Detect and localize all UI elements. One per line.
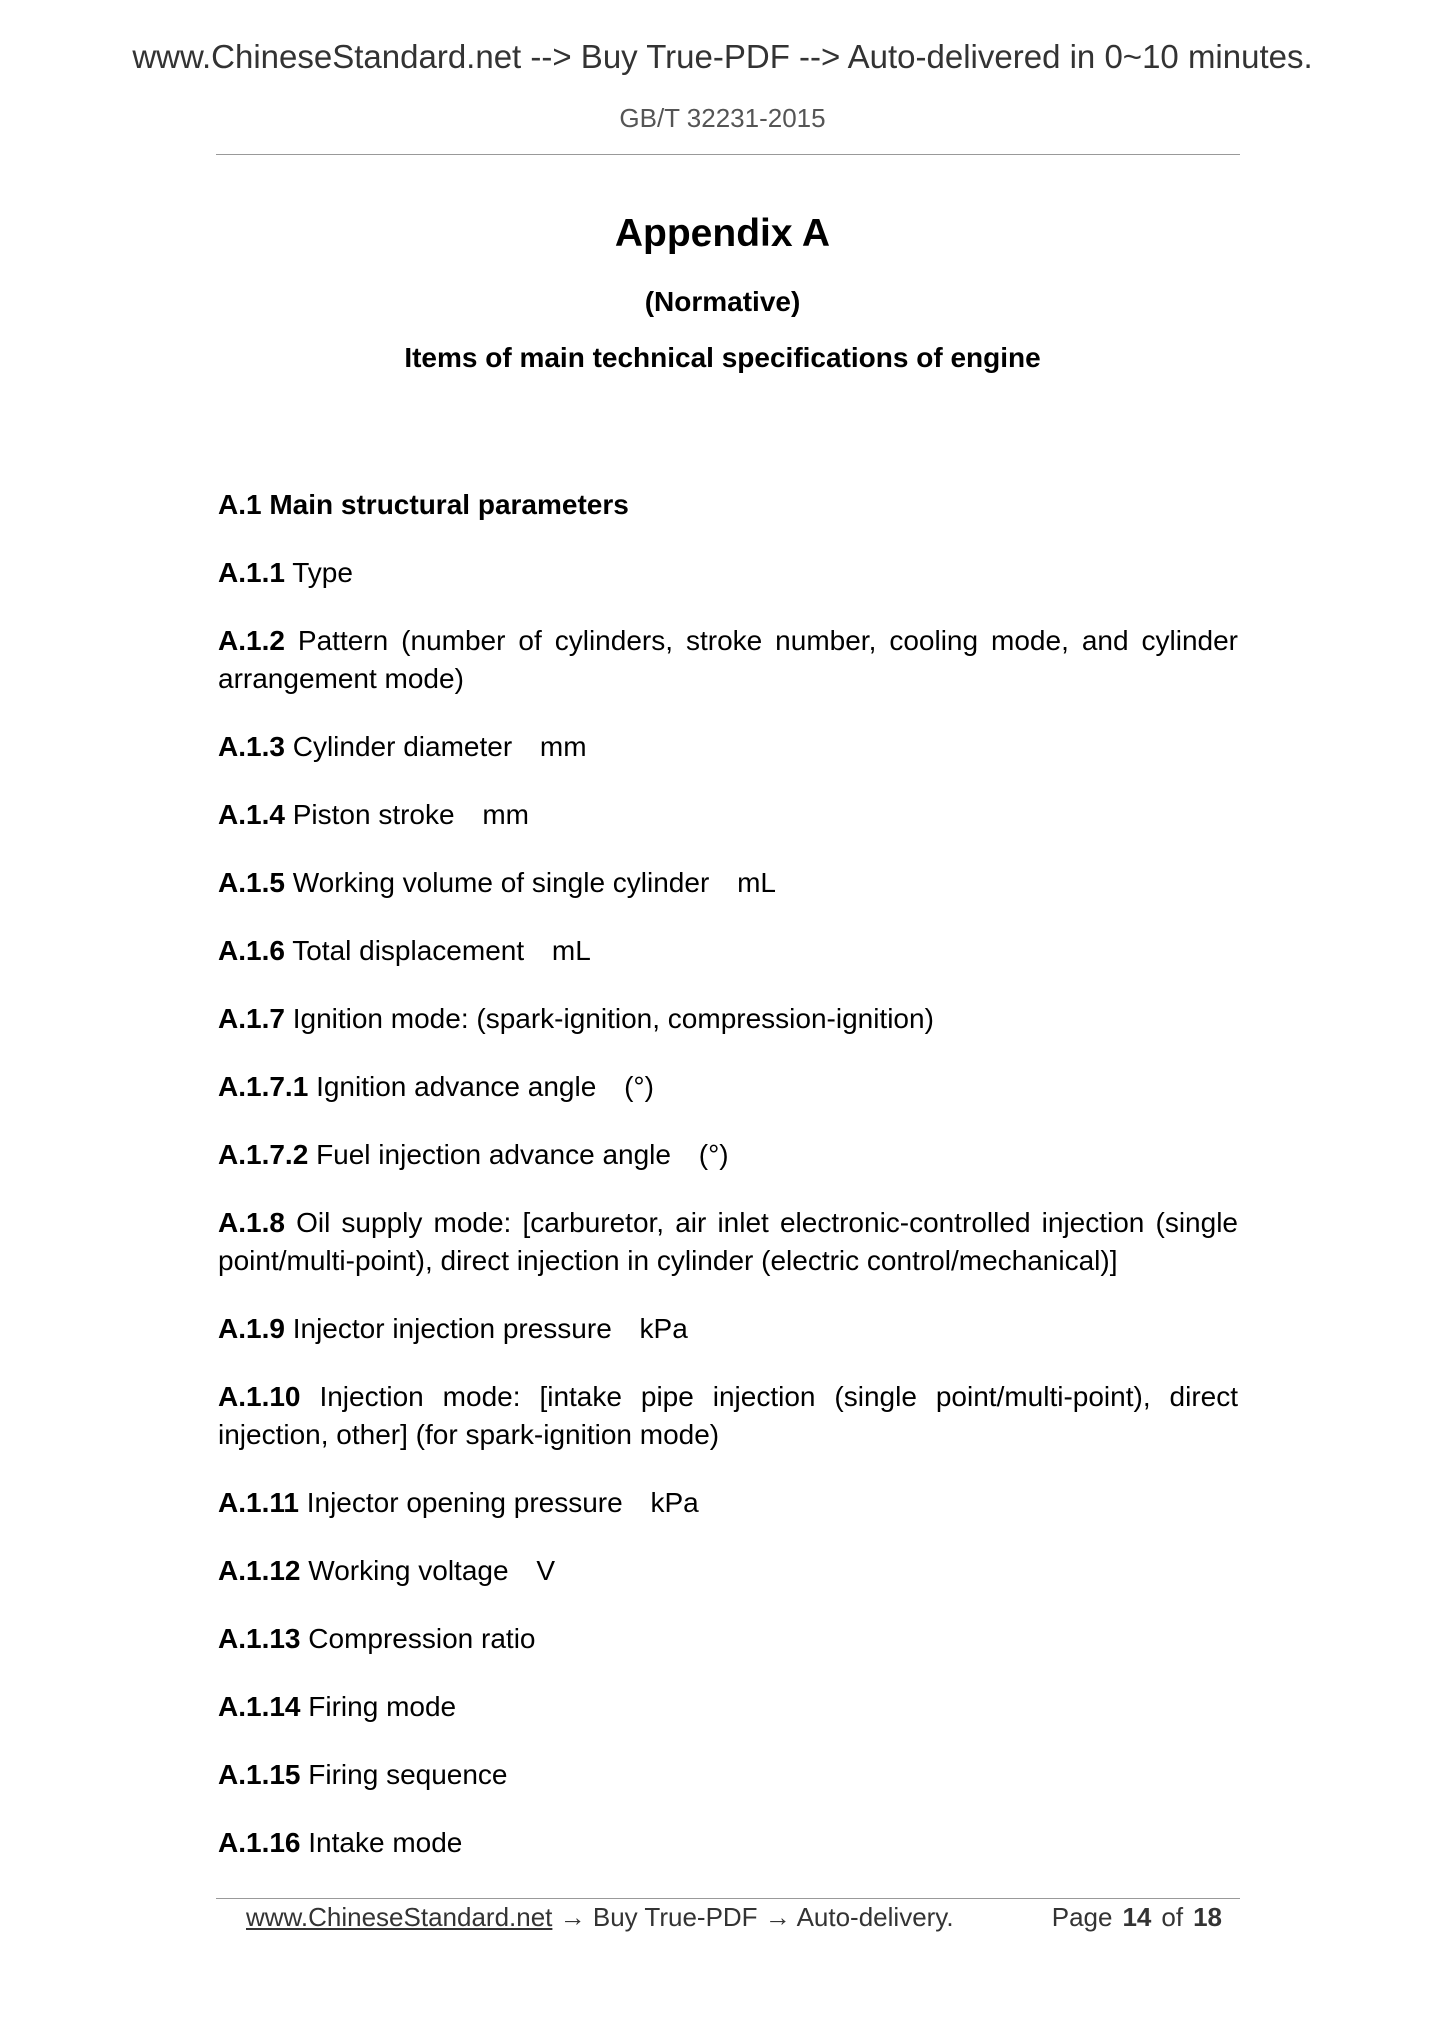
appendix-kind: (Normative): [644, 286, 801, 317]
item-number: A.1.9: [218, 1313, 285, 1344]
item-text: Fuel injection advance angle: [316, 1139, 671, 1170]
item-number: A.1.2: [218, 625, 285, 656]
spec-item: [218, 1000, 1238, 1038]
item-number: A.1.4: [218, 799, 285, 830]
spec-item: [218, 1484, 1238, 1522]
item-unit: mL: [737, 867, 776, 898]
item-text: Total displacement: [292, 935, 525, 966]
spec-item: [218, 1378, 1238, 1454]
spec-item: [218, 1756, 1238, 1794]
spec-item: [218, 796, 1238, 834]
item-number: A.1.5: [218, 867, 285, 898]
page-number: [1052, 1902, 1232, 1933]
page-current: 14: [1122, 1902, 1152, 1932]
item-number: A.1.11: [218, 1487, 299, 1518]
page-total: 18: [1193, 1902, 1222, 1932]
item-text: Pattern (number of cylinders, stroke number, cooling mode, and cylinder arrangement mode): [218, 625, 1238, 694]
section-heading: A.1 Main structural parameters: [218, 489, 629, 520]
spec-item: [218, 1688, 1238, 1726]
item-text: Injection mode: [intake pipe injection (single point/multi-point), direct injection, other] (for spark-ignition mode): [218, 1381, 1239, 1450]
item-text: Compression ratio: [308, 1623, 536, 1654]
item-unit: mL: [551, 935, 591, 966]
spec-item: [218, 622, 1238, 698]
footer-website-link[interactable]: www.ChineseStandard.net: [246, 1902, 553, 1932]
page-footer: [246, 1902, 1232, 1938]
item-text: Cylinder diameter: [292, 731, 513, 762]
item-unit: mm: [539, 731, 587, 762]
item-unit: kPa: [650, 1487, 699, 1518]
item-unit: (°): [698, 1139, 729, 1170]
item-text: Working voltage: [308, 1555, 509, 1586]
item-unit: (°): [624, 1071, 654, 1102]
item-text: Firing mode: [308, 1691, 457, 1722]
item-unit: kPa: [639, 1313, 688, 1344]
item-text: Type: [292, 557, 353, 588]
spec-item: [218, 1310, 1238, 1348]
top-banner: www.ChineseStandard.net --> Buy True-PDF --> Auto-delivered in 0~10 minutes.: [132, 38, 1313, 75]
spec-item: [218, 864, 1238, 902]
item-text: Firing sequence: [308, 1759, 508, 1790]
item-number: A.1.1: [218, 557, 285, 588]
item-text: Oil supply mode: [carburetor, air inlet electronic-controlled injection (single point/multi-point), direct injection in cylinder (electric control/mechanical)]: [218, 1207, 1238, 1276]
appendix-subtitle: Items of main technical specifications of engine: [404, 342, 1041, 373]
item-number: A.1.7: [218, 1003, 285, 1034]
item-number: A.1.10: [218, 1381, 301, 1412]
item-number: A.1.15: [218, 1759, 301, 1790]
spec-item: [218, 932, 1238, 970]
page-label: Page: [1051, 1902, 1113, 1932]
spec-item: [218, 1552, 1238, 1590]
spec-item: [218, 728, 1238, 766]
item-number: A.1.7.1: [218, 1071, 309, 1102]
spec-item: [218, 1068, 1238, 1106]
section-content: [218, 486, 1238, 1892]
item-text: Piston stroke: [292, 799, 455, 830]
item-text: Working volume of single cylinder: [292, 867, 710, 898]
item-text: Ignition mode: (spark-ignition, compression-ignition): [292, 1003, 934, 1034]
spec-item: [218, 1204, 1238, 1280]
page-of-label: of: [1161, 1902, 1184, 1932]
spec-item: [218, 554, 1238, 592]
item-number: A.1.8: [218, 1207, 285, 1238]
item-number: A.1.13: [218, 1623, 301, 1654]
spec-item: [218, 1620, 1238, 1658]
header-divider: [216, 154, 1240, 155]
appendix-title: Appendix A: [614, 212, 831, 255]
item-number: A.1.7.2: [218, 1139, 309, 1170]
item-number: A.1.16: [218, 1827, 301, 1858]
spec-item: [218, 1136, 1238, 1174]
item-text: Injector opening pressure: [306, 1487, 623, 1518]
item-number: A.1.3: [218, 731, 285, 762]
item-text: Injector injection pressure: [292, 1313, 612, 1344]
spec-item: [218, 1824, 1238, 1862]
item-unit: V: [536, 1555, 556, 1586]
item-text: Ignition advance angle: [316, 1071, 597, 1102]
document-code: GB/T 32231-2015: [619, 103, 826, 133]
item-number: A.1.12: [218, 1555, 301, 1586]
footer-tagline: → Buy True-PDF → Auto-delivery.: [552, 1902, 954, 1932]
footer-divider: [216, 1898, 1240, 1899]
footer-left: [246, 1902, 954, 1933]
item-unit: mm: [482, 799, 530, 830]
item-number: A.1.6: [218, 935, 285, 966]
item-number: A.1.14: [218, 1691, 301, 1722]
item-text: Intake mode: [308, 1827, 463, 1858]
